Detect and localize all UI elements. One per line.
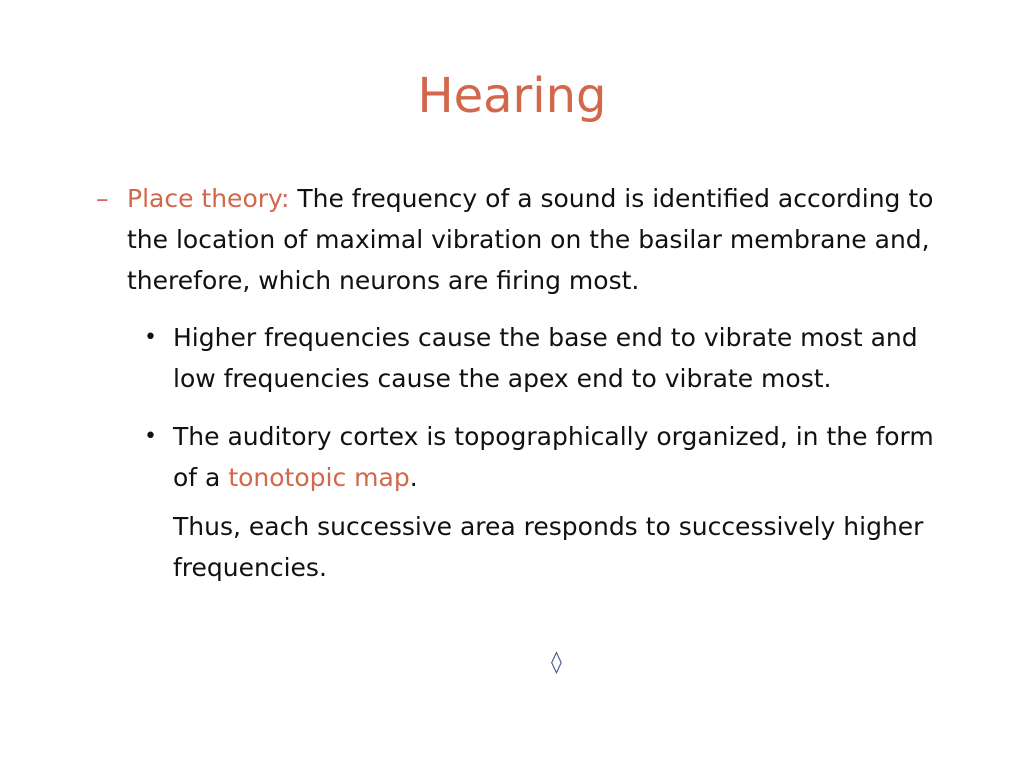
- place-theory-label: Place theory:: [127, 184, 290, 213]
- bullet-higher-frequencies: [144, 317, 964, 399]
- slide-title: Hearing: [417, 68, 607, 124]
- continuation-paragraph: Thus, each successive area responds to successively higher frequencies.: [173, 512, 924, 582]
- dash-marker: –: [96, 184, 109, 213]
- bullet-text-before: The auditory cortex is topographically organized, in the form of a: [173, 422, 934, 492]
- tonotopic-map-highlight: tonotopic map: [228, 463, 410, 492]
- bullet-auditory-cortex: [144, 416, 964, 498]
- bullet-text-after: .: [409, 463, 418, 492]
- place-theory-body: The frequency of a sound is identified according to the location of maximal vibration on the basilar membrane and, therefore, which neurons are firing most.: [127, 184, 934, 295]
- bullet-text: Higher frequencies cause the base end to vibrate most and low frequencies cause the apex end to vibrate most.: [173, 323, 918, 393]
- diamond-icon: ◊: [551, 650, 562, 675]
- bullet-text: [173, 416, 963, 498]
- place-theory-text: [127, 178, 972, 301]
- bullet-marker: •: [144, 325, 157, 350]
- place-theory-point: [96, 178, 976, 301]
- bullet-marker: •: [144, 424, 157, 449]
